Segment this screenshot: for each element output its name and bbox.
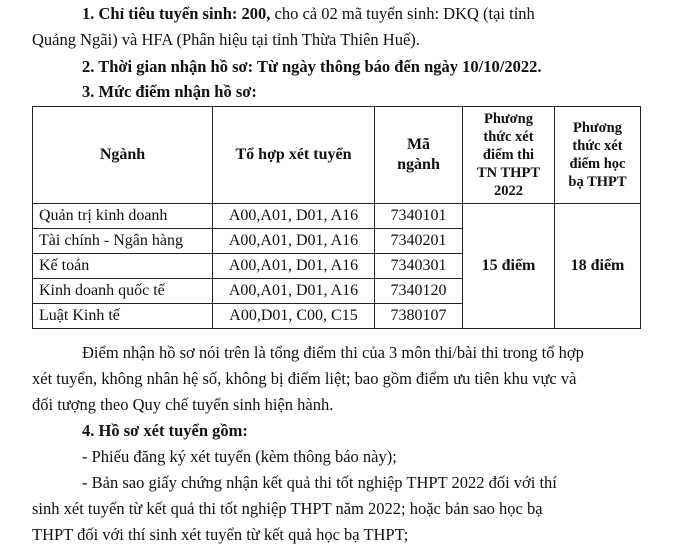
score-table xyxy=(32,106,641,329)
header-ma-nganh: Mã ngành xyxy=(375,107,463,204)
cell-to-hop: A00,A01, D01, A16 xyxy=(213,204,375,229)
paragraph-line: xét tuyển, không nhân hệ số, không bị điểm liệt; bao gồm điểm ưu tiên khu vực và xyxy=(32,369,577,388)
list-item: - Bản sao giấy chứng nhận kết quả thi tốt nghiệp THPT 2022 đối với thí xyxy=(82,473,557,492)
item-1-rest: cho cả 02 mã tuyển sinh: DKQ (tại tỉnh xyxy=(270,4,535,23)
table-header-row xyxy=(33,107,641,204)
cell-to-hop: A00,A01, D01, A16 xyxy=(213,229,375,254)
table-row xyxy=(33,204,641,229)
cell-ma-nganh: 7340101 xyxy=(375,204,463,229)
cell-to-hop: A00,A01, D01, A16 xyxy=(213,279,375,304)
item-2-heading: 2. Thời gian nhận hồ sơ: Từ ngày thông báo đến ngày 10/10/2022. xyxy=(82,57,542,76)
list-item: - Phiếu đăng ký xét tuyển (kèm thông báo này); xyxy=(82,447,397,466)
header-phuong-thuc-thpt: Phương thức xét điểm thi TN THPT 2022 xyxy=(463,107,555,204)
cell-ma-nganh: 7340120 xyxy=(375,279,463,304)
list-item-continuation: sinh xét tuyển từ kết quả thi tốt nghiệp THPT năm 2022; hoặc bản sao học bạ xyxy=(32,499,543,518)
cell-to-hop: A00,D01, C00, C15 xyxy=(213,304,375,329)
header-phuong-thuc-hoc-ba: Phương thức xét điểm học bạ THPT xyxy=(555,107,641,204)
item-1-line xyxy=(82,2,535,26)
cell-ma-nganh: 7380107 xyxy=(375,304,463,329)
item-3-heading: 3. Mức điểm nhận hồ sơ: xyxy=(82,82,257,101)
paragraph-line: đối tượng theo Quy chế tuyển sinh hiện hành. xyxy=(32,395,334,414)
list-item-continuation: THPT đối với thí sinh xét tuyển từ kết quả học bạ THPT; xyxy=(32,525,409,544)
cell-nganh: Quản trị kinh doanh xyxy=(33,204,213,229)
item-1-number: 1. xyxy=(82,4,99,23)
cell-nganh: Tài chính - Ngân hàng xyxy=(33,229,213,254)
paragraph-line: Điểm nhận hồ sơ nói trên là tổng điểm thi của 3 môn thi/bài thi trong tổ hợp xyxy=(82,343,584,362)
item-4-heading: 4. Hồ sơ xét tuyển gồm: xyxy=(82,421,248,440)
cell-ma-nganh: 7340201 xyxy=(375,229,463,254)
cell-ma-nganh: 7340301 xyxy=(375,254,463,279)
cell-nganh: Luật Kinh tế xyxy=(33,304,213,329)
item-1-bold: Chỉ tiêu tuyển sinh: 200, xyxy=(98,4,271,23)
cell-diem-hoc-ba: 18 điểm xyxy=(555,204,641,329)
cell-to-hop: A00,A01, D01, A16 xyxy=(213,254,375,279)
cell-nganh: Kế toán xyxy=(33,254,213,279)
item-1-continuation: Quảng Ngãi) và HFA (Phân hiệu tại tỉnh Thừa Thiên Huế). xyxy=(32,30,420,49)
header-nganh: Ngành xyxy=(33,107,213,204)
cell-nganh: Kinh doanh quốc tế xyxy=(33,279,213,304)
cell-diem-thpt: 15 điểm xyxy=(463,204,555,329)
header-to-hop: Tổ hợp xét tuyển xyxy=(213,107,375,204)
